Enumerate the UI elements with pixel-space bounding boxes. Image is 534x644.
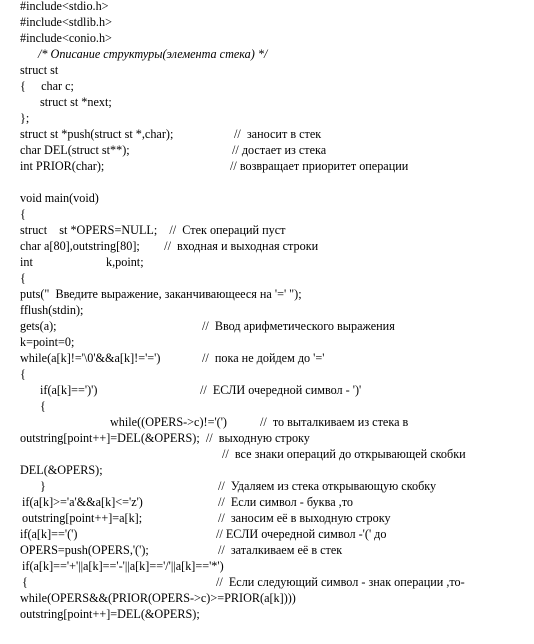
code-line: gets(a); (20, 319, 57, 333)
code-line: outstring[point++]=DEL(&OPERS); // выходную строку (20, 431, 310, 445)
code-line: while(OPERS&&(PRIOR(OPERS->c)>=PRIOR(a[k]))) (20, 591, 296, 605)
code-line: char a[80],outstring[80]; // входная и выходная строки (20, 239, 319, 253)
code-comment: // заносит в стек (234, 127, 322, 141)
code-line: #include<stdio.h> (20, 0, 109, 13)
code-line: outstring[point++]=a[k]; (22, 511, 143, 525)
code-line: k=point=0; (20, 335, 75, 349)
code-line: if(a[k]>='a'&&a[k]<='z') (22, 495, 143, 509)
code-comment: // Ввод арифметического выражения (202, 319, 395, 333)
code-comment: // возвращает приоритет операции (230, 159, 409, 173)
code-line: char DEL(struct st**); (20, 143, 130, 157)
code-comment: // Удаляем из стека открывающую скобку (218, 479, 437, 493)
code-line: } (40, 479, 46, 493)
code-line: struct st *OPERS=NULL; // Стек операций пуст (20, 223, 286, 237)
code-comment: /* Описание структуры(элемента стека) */ (38, 47, 268, 61)
code-line: DEL(&OPERS); (20, 463, 103, 477)
code-line: { (20, 271, 26, 285)
code-line: { (20, 207, 26, 221)
code-line: struct st *push(struct st *,char); (20, 127, 174, 141)
code-line: }; (20, 111, 30, 125)
code-line: if(a[k]=='(') (20, 527, 78, 541)
code-line: int PRIOR(char); (20, 159, 105, 173)
code-line: OPERS=push(OPERS,'('); (20, 543, 149, 557)
code-line: while((OPERS->c)!='(') (110, 415, 227, 429)
code-line: int (20, 255, 33, 269)
code-line: { (22, 575, 28, 589)
code-line: outstring[point++]=DEL(&OPERS); (20, 607, 200, 621)
code-line: if(a[k]==')') (40, 383, 98, 397)
code-comment: // Если символ - буква ,то (218, 495, 353, 509)
code-line: struct st (20, 63, 59, 77)
code-comment: // Если следующий символ - знак операции ,то- (216, 575, 465, 589)
code-line: #include<stdlib.h> (20, 15, 112, 29)
code-line: while(a[k]!='\0'&&a[k]!='=') (20, 351, 161, 365)
code-line: if(a[k]=='+'||a[k]=='-'||a[k]=='/'||a[k]=='*') (22, 559, 224, 573)
code-line: #include<conio.h> (20, 31, 112, 45)
code-line: { (20, 367, 26, 381)
code-comment: // достает из стека (232, 143, 327, 157)
code-comment: // все знаки операций до открывающей скобки (222, 447, 466, 461)
code-comment: // пока не дойдем до '=' (202, 351, 325, 365)
code-line: struct st *next; (40, 95, 112, 109)
code-line: void main(void) (20, 191, 99, 205)
code-comment: // ЕСЛИ очередной символ - ')' (200, 383, 362, 397)
code-comment: // то выталкиваем из стека в (260, 415, 409, 429)
code-line: puts(" Введите выражение, заканчивающееся на '=' "); (20, 287, 302, 301)
code-line: { char c; (20, 79, 74, 93)
code-line: { (40, 399, 46, 413)
code-comment: // заталкиваем её в стек (218, 543, 343, 557)
code-line: fflush(stdin); (20, 303, 84, 317)
code-line: k,point; (106, 255, 144, 269)
code-comment: // заносим её в выходную строку (218, 511, 391, 525)
code-comment: // ЕСЛИ очередной символ -'(' до (216, 527, 387, 541)
